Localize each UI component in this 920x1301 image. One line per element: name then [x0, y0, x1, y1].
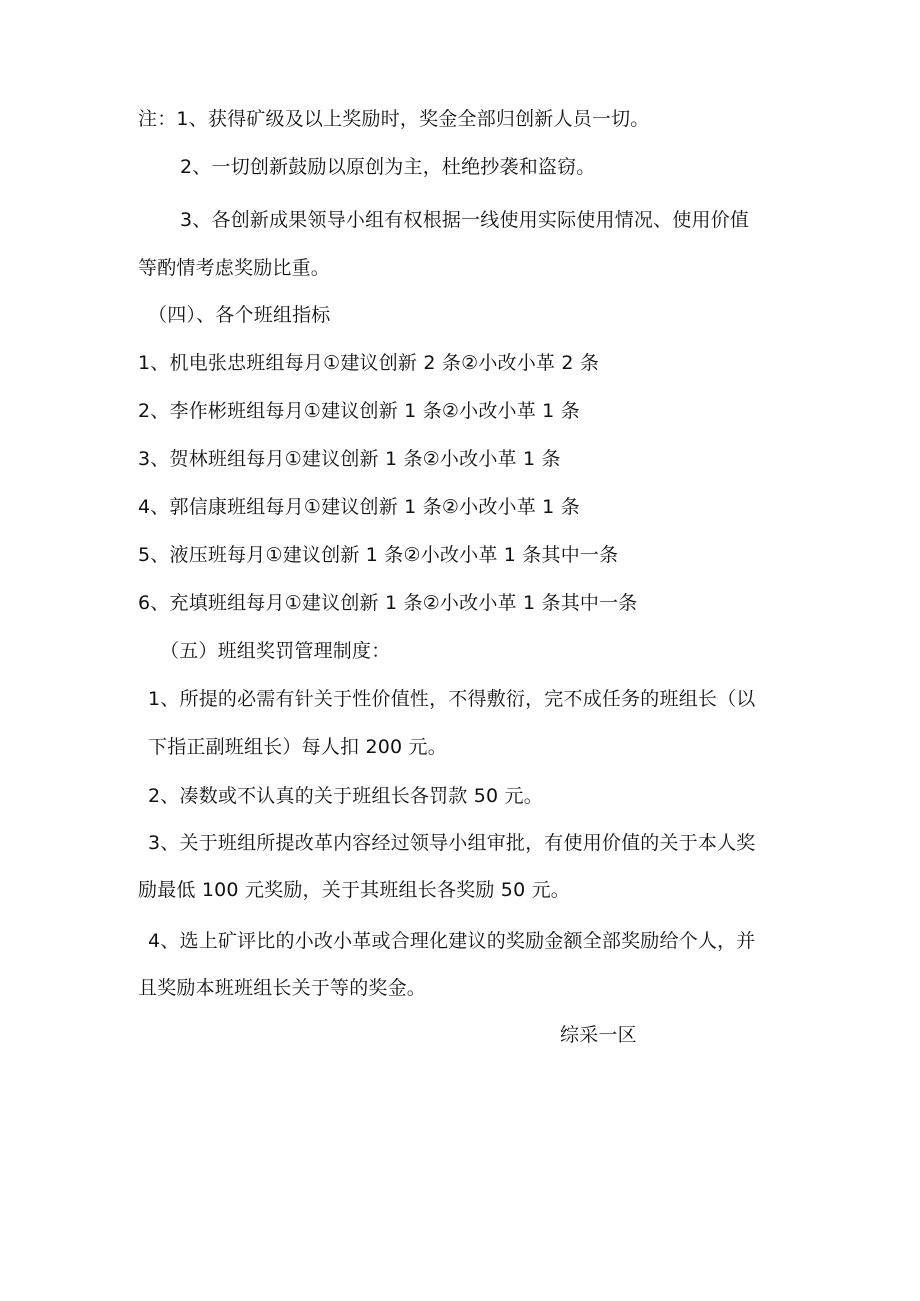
indicator-item-5: 5、液压班每月①建议创新 1 条②小改小革 1 条其中一条: [138, 544, 619, 566]
indicator-item-6: 6、充填班组每月①建议创新 1 条②小改小革 1 条其中一条: [138, 592, 638, 614]
section-five-heading: （五）班组奖罚管理制度：: [160, 640, 391, 662]
rule-1-line-1: 1、所提的必需有针关于性价值性，不得敷衍，完不成任务的班组长（以: [148, 688, 756, 710]
note-3-line-2: 等酌情考虑奖励比重。: [138, 257, 331, 279]
rule-3-line-2: 励最低 100 元奖励，关于其班组长各奖励 50 元。: [138, 879, 571, 901]
indicator-item-2: 2、李作彬班组每月①建议创新 1 条②小改小革 1 条: [138, 400, 580, 422]
note-2: 2、一切创新鼓励以原创为主，杜绝抄袭和盗窃。: [180, 156, 596, 178]
rule-4-line-2: 且奖励本班班组长关于等的奖金。: [138, 977, 427, 999]
note-1: 注：1、获得矿级及以上奖励时，奖金全部归创新人员一切。: [138, 108, 650, 130]
rule-3-line-1: 3、关于班组所提改革内容经过领导小组审批，有使用价值的关于本人奖: [148, 832, 756, 854]
signature: 综采一区: [560, 1024, 637, 1046]
indicator-item-3: 3、贺林班组每月①建议创新 1 条②小改小革 1 条: [138, 448, 561, 470]
rule-2: 2、凑数或不认真的关于班组长各罚款 50 元。: [148, 785, 543, 807]
note-3-line-1: 3、各创新成果领导小组有权根据一线使用实际使用情况、使用价值: [180, 209, 750, 231]
section-four-heading: （四）、各个班组指标: [148, 304, 331, 326]
indicator-item-1: 1、机电张忠班组每月①建议创新 2 条②小改小革 2 条: [138, 352, 600, 374]
indicator-item-4: 4、郭信康班组每月①建议创新 1 条②小改小革 1 条: [138, 496, 580, 518]
rule-1-line-2: 下指正副班组长）每人扣 200 元。: [148, 736, 447, 758]
rule-4-line-1: 4、选上矿评比的小改小革或合理化建议的奖励金额全部奖励给个人，并: [148, 930, 756, 952]
